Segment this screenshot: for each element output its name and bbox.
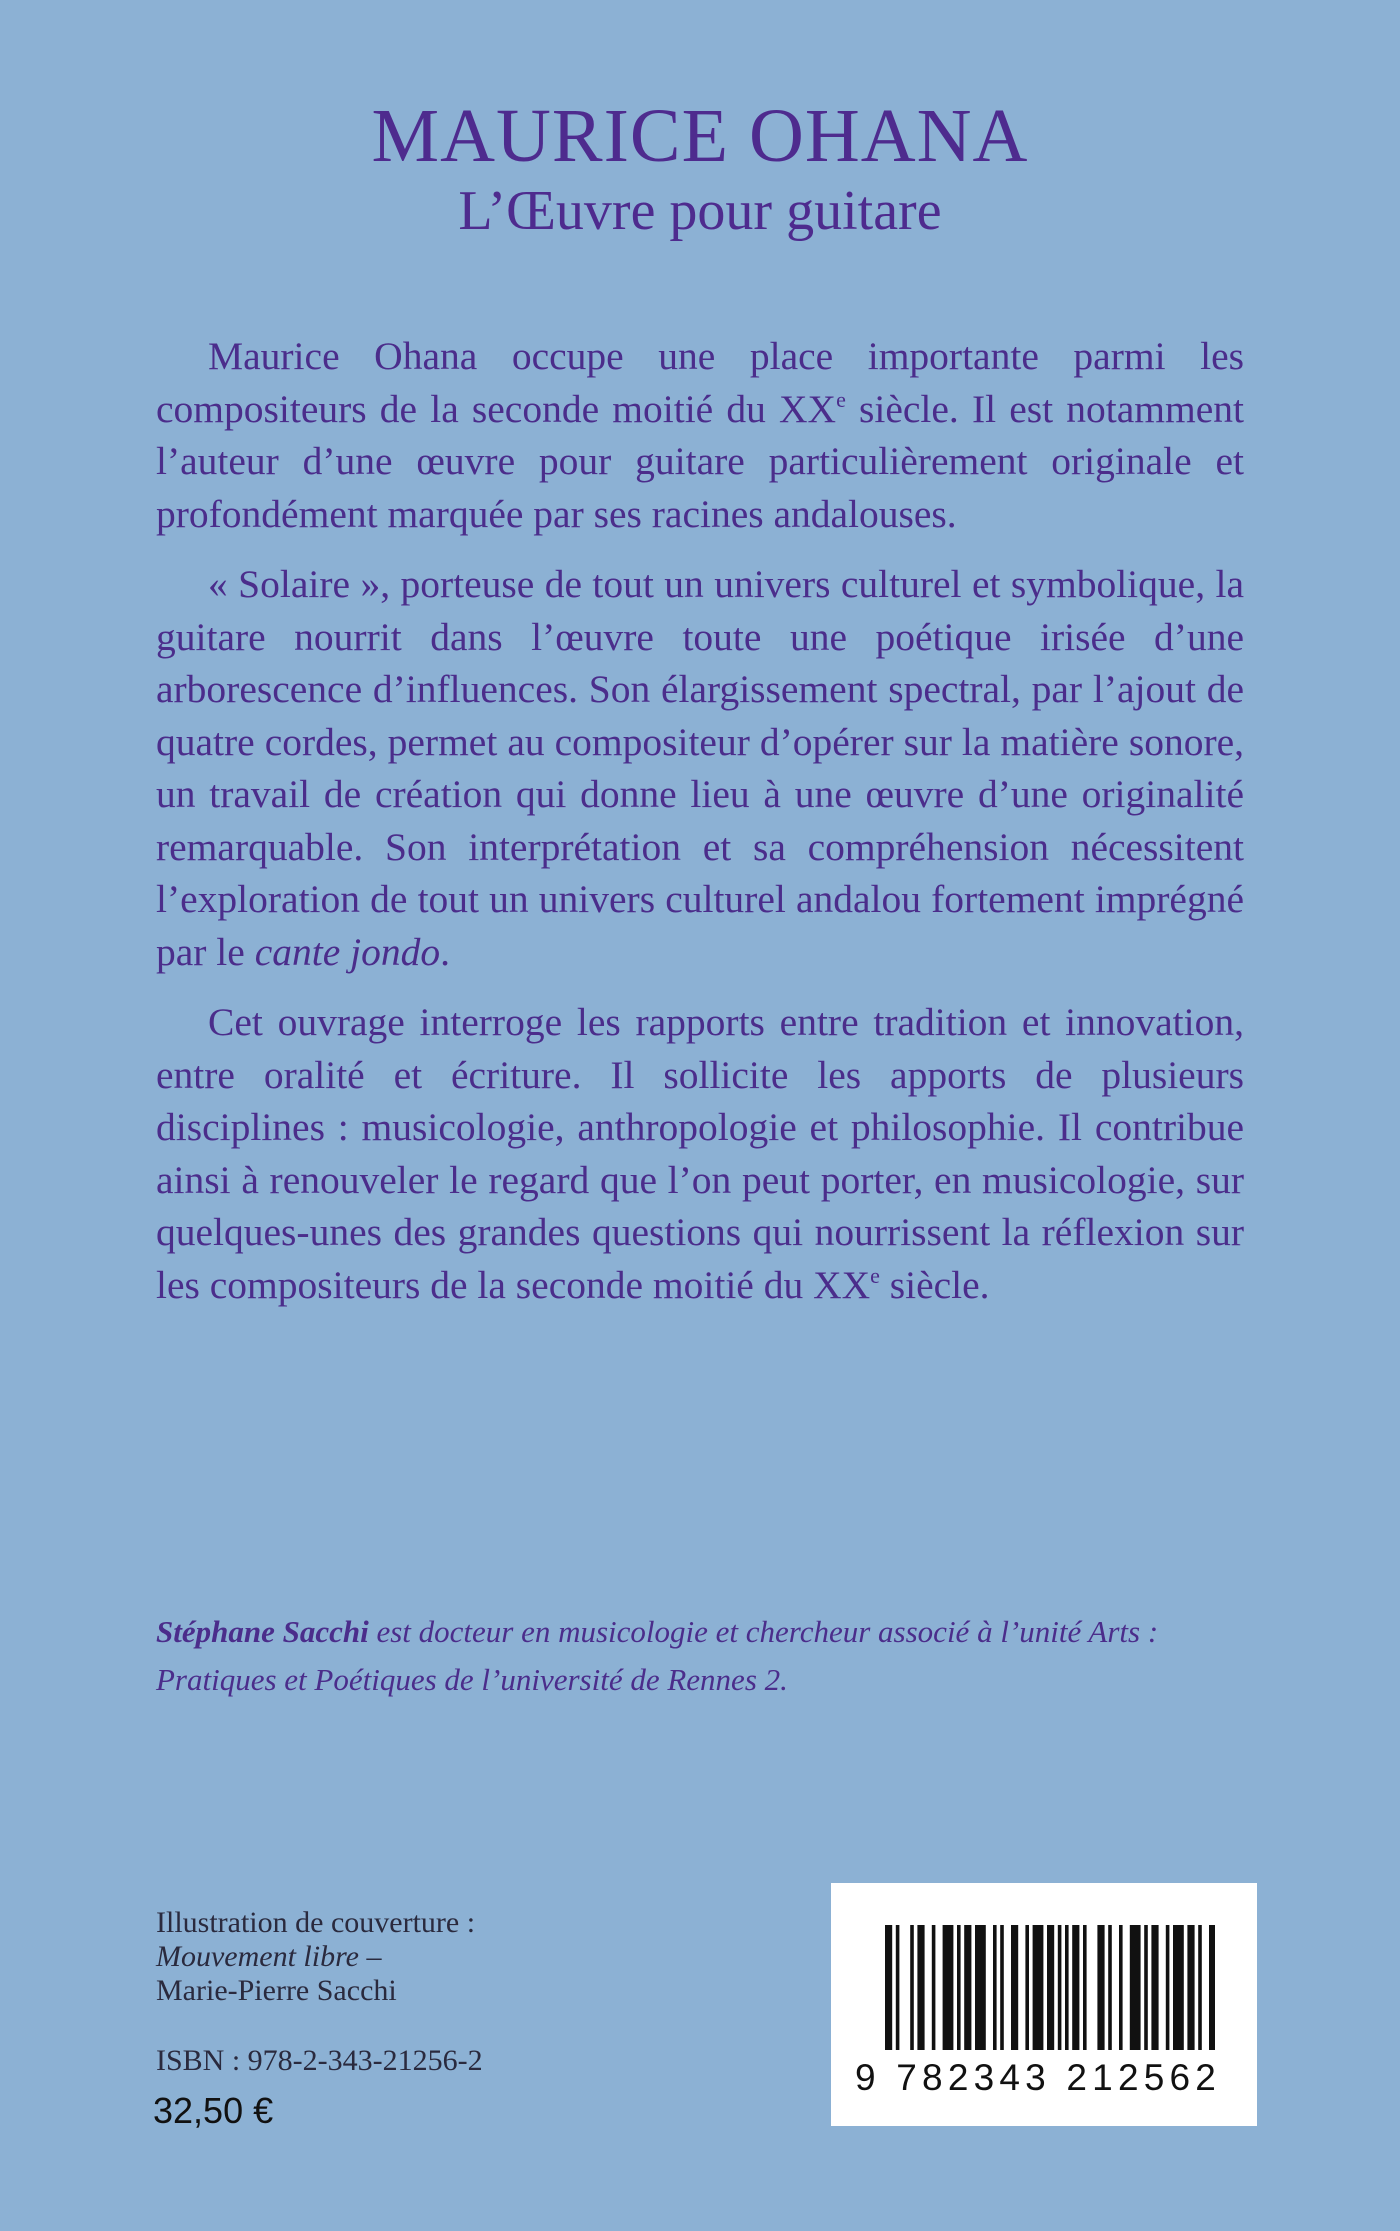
barcode (831, 1883, 1257, 2126)
illustration-title: Mouvement libre – (156, 1940, 382, 1973)
barcode-bar (917, 1925, 924, 2050)
author-bio: Stéphane Sacchi est docteur en musicologie et chercheur associé à l’unité Arts : Pratiques et Poétiques de l’université de Rennes 2. (156, 1614, 1159, 1697)
book-title: MAURICE OHANA (371, 94, 1029, 178)
barcode-bar (1119, 1925, 1123, 2050)
blurb-paragraph-1: Maurice Ohana occupe une place importante parmi les compositeurs de la seconde moitié du XXe siècle. Il est notamment l’auteur d’une œuvre pour guitare particulièrement originale et profondément marquée par ses racines andalouses. (156, 334, 1244, 536)
illustration-artist: Marie-Pierre Sacchi (156, 1974, 397, 2007)
barcode-bar (964, 1925, 971, 2050)
barcode-bar (932, 1925, 936, 2050)
barcode-bar (1097, 1925, 1104, 2050)
barcode-bar (1072, 1925, 1079, 2050)
barcode-bar (1000, 1925, 1004, 2050)
barcode-bar (896, 1925, 900, 2050)
barcode-bar (1130, 1925, 1141, 2050)
blurb-paragraph-3: Cet ouvrage interroge les rapports entre tradition et innovation, entre oralité et écriture. Il sollicite les apports de plusieurs disciplines : musicologie, anthropologie et philosophie. Il contribue ainsi à renouveler le regard que l’on peut porter, en musicologie, sur quelques-unes des grandes questions qui nourrissent la réflexion sur les compositeurs de la seconde moitié du XXe siècle. (156, 1000, 1244, 1307)
book-subtitle: L’Œuvre pour guitare (458, 180, 942, 242)
barcode-bar (1151, 1925, 1158, 2050)
barcode-bar (993, 1925, 997, 2050)
barcode-bar (1083, 1925, 1087, 2050)
barcode-digits: 9 782343 212562 (855, 2057, 1222, 2098)
barcode-bar (1058, 1925, 1062, 2050)
barcode-bar (1011, 1925, 1018, 2050)
barcode-bar (1166, 1925, 1170, 2050)
barcode-bar (957, 1925, 961, 2050)
barcode-bar (975, 1925, 986, 2050)
barcode-bar (1198, 1925, 1202, 2050)
barcode-bar (1209, 1925, 1215, 2050)
blurb (156, 330, 1244, 1329)
barcode-bar (910, 1925, 914, 2050)
blurb-paragraph-2: « Solaire », porteuse de tout un univers culturel et symbolique, la guitare nourrit dans l’œuvre toute une poétique irisée d’une arborescence d’influences. Son élargissement spectral, par l’ajout de quatre cordes, permet au compositeur d’opérer sur la matière sonore, un travail de création qui donne lieu à une œuvre d’une originalité remarquable. Son interprétation et sa compréhension nécessitent l’exploration de tout un univers culturel andalou fortement imprégné par le cante jondo. (156, 562, 1244, 974)
isbn: ISBN : 978-2-343-21256-2 (156, 2044, 483, 2077)
barcode-bars (885, 1925, 1215, 2065)
barcode-bar (1173, 1925, 1184, 2050)
author-name: Stéphane Sacchi (156, 1614, 369, 1649)
barcode-bar (1047, 1925, 1054, 2050)
barcode-bar (943, 1925, 954, 2050)
barcode-bar (885, 1925, 892, 2050)
barcode-bar (1144, 1925, 1148, 2050)
barcode-bar (1065, 1925, 1069, 2050)
barcode-bar (1187, 1925, 1194, 2050)
barcode-bar (1108, 1925, 1112, 2050)
barcode-bar (1033, 1925, 1044, 2050)
illustration-credit: Illustration de couverture : Mouvement libre – Marie-Pierre Sacchi (156, 1906, 616, 2008)
barcode-bar (1025, 1925, 1029, 2050)
price: 32,50 € (153, 2090, 274, 2131)
